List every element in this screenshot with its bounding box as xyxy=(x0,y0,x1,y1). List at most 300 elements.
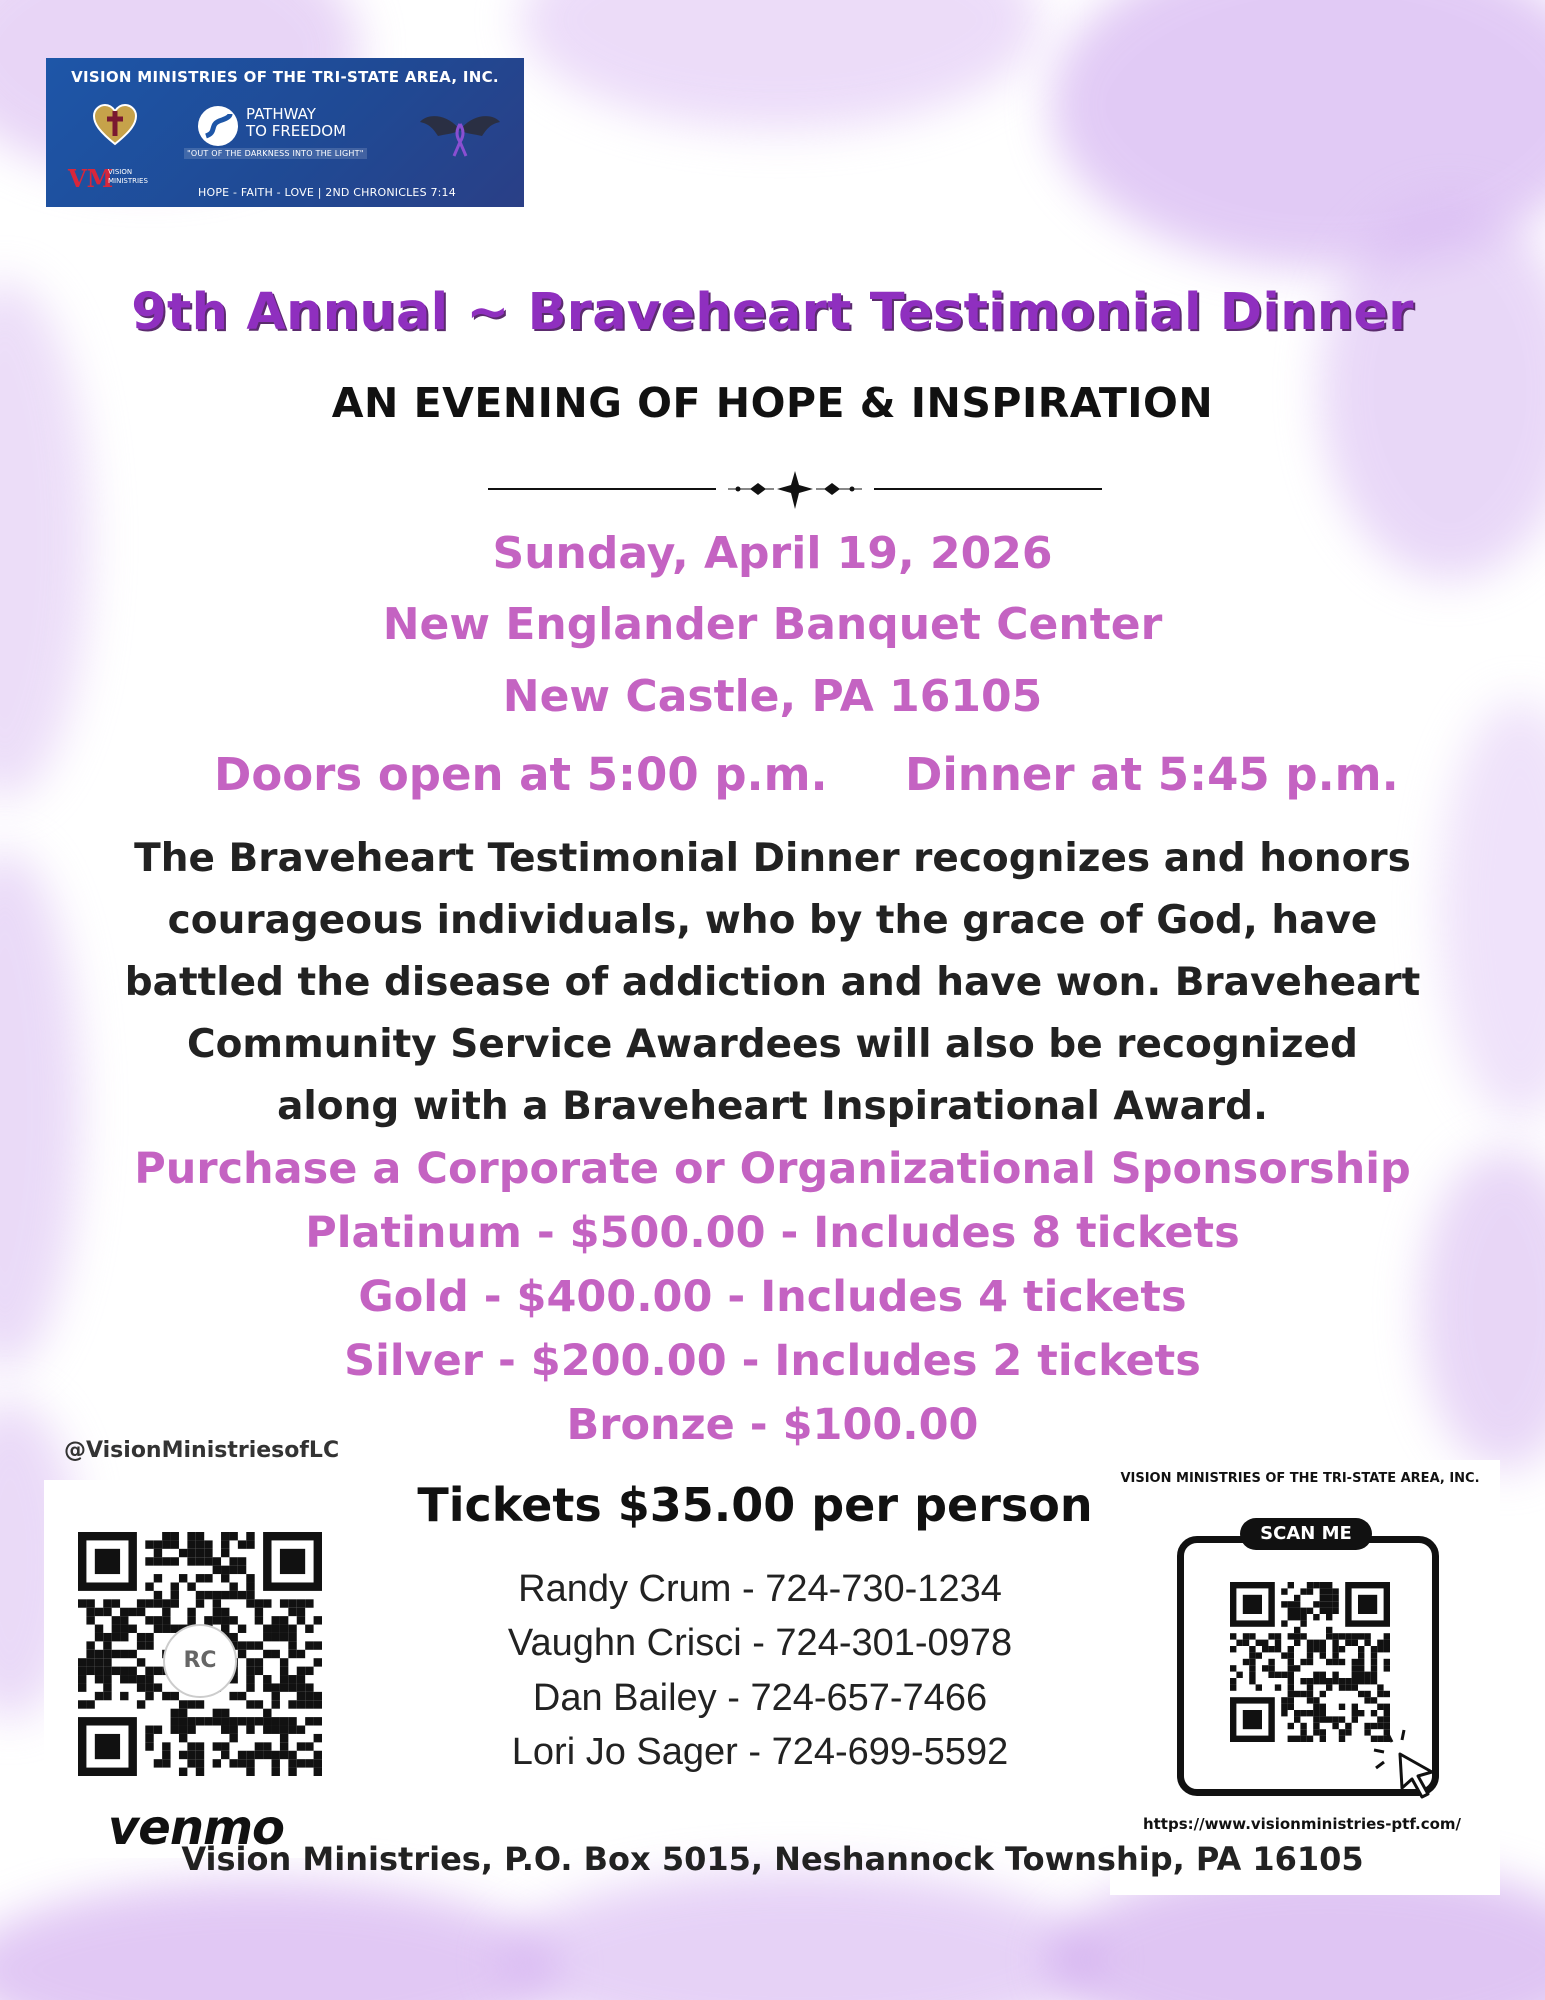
qr-module xyxy=(1332,1672,1338,1678)
qr-module xyxy=(1364,1633,1370,1639)
qr-module xyxy=(1294,1608,1300,1614)
qr-module xyxy=(1326,1716,1332,1722)
qr-module xyxy=(154,1540,162,1548)
qr-module xyxy=(1326,1627,1332,1633)
qr-module xyxy=(1243,1640,1249,1646)
qr-module xyxy=(1377,1691,1383,1697)
vm-logo-text-line1: VISION xyxy=(108,168,133,176)
qr-module xyxy=(1294,1640,1300,1646)
qr-module xyxy=(229,1532,237,1540)
qr-module xyxy=(1249,1633,1255,1639)
qr-module xyxy=(1384,1665,1390,1671)
qr-module xyxy=(1300,1633,1306,1639)
qr-module xyxy=(1275,1646,1281,1652)
qr-module xyxy=(187,1557,195,1565)
qr-module xyxy=(1307,1608,1313,1614)
qr-module xyxy=(1288,1665,1294,1671)
qr-module xyxy=(1313,1723,1319,1729)
qr-module xyxy=(1230,1665,1236,1671)
qr-module xyxy=(1326,1588,1332,1594)
qr-module xyxy=(1313,1697,1319,1703)
qr-module xyxy=(204,1549,212,1557)
description-line: battled the disease of addiction and have won. Braveheart xyxy=(124,960,1421,1005)
qr-module xyxy=(1275,1672,1281,1678)
qr-module xyxy=(1288,1633,1294,1639)
qr-module xyxy=(1326,1633,1332,1639)
qr-module xyxy=(1256,1684,1262,1690)
qr-module xyxy=(187,1532,195,1540)
qr-module xyxy=(1300,1678,1306,1684)
contact-line: Lori Jo Sager - 724-699-5592 xyxy=(511,1731,1009,1773)
qr-module xyxy=(1339,1684,1345,1690)
mailing-address: Vision Ministries, P.O. Box 5015, Neshannock Township, PA 16105 xyxy=(181,1840,1364,1878)
qr-module xyxy=(1332,1588,1338,1594)
qr-module xyxy=(1326,1595,1332,1601)
qr-module xyxy=(78,1667,86,1675)
sponsorship-tier-platinum: Platinum - $500.00 - Includes 8 tickets xyxy=(305,1208,1240,1258)
qr-module xyxy=(1268,1646,1274,1652)
qr-module xyxy=(1307,1646,1313,1652)
qr-module xyxy=(1358,1633,1364,1639)
qr-module xyxy=(1320,1678,1326,1684)
qr-module xyxy=(1352,1665,1358,1671)
qr-module xyxy=(1288,1659,1294,1665)
qr-module xyxy=(1313,1678,1319,1684)
qr-module xyxy=(1262,1640,1268,1646)
sponsorship-heading: Purchase a Corporate or Organizational Sponsorship xyxy=(134,1144,1411,1194)
qr-module xyxy=(1307,1659,1313,1665)
qr-module xyxy=(1313,1582,1319,1588)
qr-module xyxy=(1313,1601,1319,1607)
qr-module xyxy=(1320,1595,1326,1601)
venmo-handle: @VisionMinistriesofLC xyxy=(64,1438,340,1463)
qr-module xyxy=(145,1557,153,1565)
qr-module xyxy=(1243,1633,1249,1639)
qr-module xyxy=(1364,1640,1370,1646)
qr-module xyxy=(1294,1691,1300,1697)
qr-module xyxy=(246,1540,254,1548)
qr-module xyxy=(1307,1678,1313,1684)
qr-module xyxy=(1243,1659,1249,1665)
qr-finder-square xyxy=(1243,1595,1262,1614)
heart-cross-icon xyxy=(92,102,138,148)
ministry-banner xyxy=(46,58,524,207)
qr-module xyxy=(1300,1588,1306,1594)
pointer-cursor-icon xyxy=(1370,1728,1450,1808)
qr-module xyxy=(1364,1678,1370,1684)
qr-module xyxy=(1345,1633,1351,1639)
sponsorship-tier-gold: Gold - $400.00 - Includes 4 tickets xyxy=(358,1272,1187,1322)
vm-logo-letters: VM xyxy=(68,164,114,193)
qr-module xyxy=(1371,1665,1377,1671)
qr-module xyxy=(1249,1646,1255,1652)
qr-module xyxy=(1262,1665,1268,1671)
qr-module xyxy=(1288,1652,1294,1658)
qr-module xyxy=(1300,1691,1306,1697)
qr-module xyxy=(1326,1601,1332,1607)
qr-module xyxy=(213,1557,221,1565)
qr-module xyxy=(154,1667,162,1675)
qr-finder-square xyxy=(1243,1710,1262,1729)
qr-module xyxy=(1326,1678,1332,1684)
qr-module xyxy=(1364,1691,1370,1697)
qr-module xyxy=(229,1557,237,1565)
qr-module xyxy=(1288,1608,1294,1614)
qr-module xyxy=(1256,1640,1262,1646)
qr-module xyxy=(1384,1633,1390,1639)
qr-module xyxy=(1358,1665,1364,1671)
qr-module xyxy=(238,1540,246,1548)
qr-module xyxy=(1307,1697,1313,1703)
qr-module xyxy=(1320,1691,1326,1697)
description-line: Community Service Awardees will also be recognized xyxy=(187,1022,1358,1067)
qr-module xyxy=(1320,1672,1326,1678)
qr-module xyxy=(1326,1582,1332,1588)
qr-module xyxy=(1249,1652,1255,1658)
qr-module xyxy=(1320,1582,1326,1588)
qr-module xyxy=(1371,1710,1377,1716)
qr-module xyxy=(154,1557,162,1565)
qr-module xyxy=(1352,1633,1358,1639)
qr-module xyxy=(1249,1672,1255,1678)
pathway-subtitle: "OUT OF THE DARKNESS INTO THE LIGHT" xyxy=(184,148,367,159)
qr-module xyxy=(1307,1710,1313,1716)
qr-module xyxy=(1288,1678,1294,1684)
qr-module xyxy=(1384,1659,1390,1665)
qr-module xyxy=(1294,1614,1300,1620)
qr-module xyxy=(1262,1646,1268,1652)
qr-module xyxy=(1384,1710,1390,1716)
qr-module xyxy=(1307,1640,1313,1646)
qr-module xyxy=(1307,1652,1313,1658)
qr-module xyxy=(128,1667,136,1675)
qr-module xyxy=(196,1540,204,1548)
qr-module xyxy=(1288,1736,1294,1742)
qr-module xyxy=(1300,1736,1306,1742)
qr-module xyxy=(1358,1710,1364,1716)
qr-module xyxy=(1268,1665,1274,1671)
qr-module xyxy=(1313,1729,1319,1735)
qr-module xyxy=(1281,1697,1287,1703)
qr-module xyxy=(1345,1723,1351,1729)
qr-module xyxy=(1300,1723,1306,1729)
qr-module xyxy=(1288,1697,1294,1703)
qr-org-name: VISION MINISTRIES OF THE TRI-STATE AREA, INC. xyxy=(1120,1471,1480,1486)
qr-module xyxy=(1339,1736,1345,1742)
qr-module xyxy=(1281,1588,1287,1594)
ornamental-divider xyxy=(488,469,1102,517)
qr-module xyxy=(1313,1704,1319,1710)
qr-module xyxy=(1313,1640,1319,1646)
qr-module xyxy=(1352,1716,1358,1722)
qr-module xyxy=(1281,1672,1287,1678)
qr-module xyxy=(1332,1640,1338,1646)
qr-module xyxy=(246,1667,254,1675)
qr-module xyxy=(162,1540,170,1548)
qr-module xyxy=(1275,1684,1281,1690)
qr-module xyxy=(1358,1652,1364,1658)
venmo-logo: venmo xyxy=(108,1800,285,1856)
qr-module xyxy=(1384,1704,1390,1710)
qr-module xyxy=(1371,1678,1377,1684)
qr-module xyxy=(280,1667,288,1675)
qr-module xyxy=(1326,1659,1332,1665)
qr-module xyxy=(1281,1620,1287,1626)
qr-module xyxy=(196,1549,204,1557)
qr-module xyxy=(1332,1652,1338,1658)
qr-module xyxy=(305,1667,313,1675)
qr-module xyxy=(297,1667,305,1675)
contact-line: Randy Crum - 724-730-1234 xyxy=(518,1568,1002,1610)
contact-line: Vaughn Crisci - 724-301-0978 xyxy=(507,1622,1013,1664)
qr-module xyxy=(1307,1582,1313,1588)
qr-module xyxy=(1352,1672,1358,1678)
qr-module xyxy=(1358,1672,1364,1678)
qr-module xyxy=(1371,1652,1377,1658)
pathway-road-icon xyxy=(196,104,240,148)
event-title: 9th Annual ~ Braveheart Testimonial Dinner xyxy=(131,283,1414,342)
website-qr-code[interactable] xyxy=(1230,1582,1390,1742)
qr-module xyxy=(1371,1672,1377,1678)
qr-module xyxy=(187,1549,195,1557)
qr-module xyxy=(1294,1601,1300,1607)
qr-module xyxy=(1377,1640,1383,1646)
qr-module xyxy=(1281,1601,1287,1607)
qr-module xyxy=(1268,1633,1274,1639)
qr-module xyxy=(187,1540,195,1548)
doors-open-time: Doors open at 5:00 p.m. xyxy=(214,748,828,801)
qr-module xyxy=(1294,1627,1300,1633)
qr-module xyxy=(1339,1704,1345,1710)
qr-module xyxy=(204,1557,212,1565)
qr-module xyxy=(1339,1646,1345,1652)
venmo-avatar-initials: RC xyxy=(163,1624,237,1698)
qr-module xyxy=(1313,1710,1319,1716)
qr-module xyxy=(1352,1710,1358,1716)
qr-module xyxy=(1326,1608,1332,1614)
event-date: Sunday, April 19, 2026 xyxy=(492,528,1053,579)
qr-module xyxy=(1307,1691,1313,1697)
qr-module xyxy=(1313,1672,1319,1678)
qr-module xyxy=(1332,1601,1338,1607)
qr-module xyxy=(171,1557,179,1565)
qr-module xyxy=(1230,1633,1236,1639)
qr-module xyxy=(1236,1640,1242,1646)
qr-module xyxy=(1320,1736,1326,1742)
angel-wings-ribbon-icon xyxy=(416,100,504,162)
qr-module xyxy=(95,1667,103,1675)
qr-module xyxy=(1281,1704,1287,1710)
qr-module xyxy=(196,1532,204,1540)
qr-module xyxy=(1371,1646,1377,1652)
qr-module xyxy=(221,1540,229,1548)
qr-module xyxy=(1294,1710,1300,1716)
qr-module xyxy=(1300,1620,1306,1626)
qr-module xyxy=(145,1540,153,1548)
qr-module xyxy=(1281,1710,1287,1716)
qr-module xyxy=(86,1667,94,1675)
qr-module xyxy=(1307,1588,1313,1594)
qr-module xyxy=(171,1532,179,1540)
sponsorship-tier-silver: Silver - $200.00 - Includes 2 tickets xyxy=(344,1336,1201,1386)
qr-module xyxy=(1332,1608,1338,1614)
qr-module xyxy=(1371,1697,1377,1703)
event-subtitle: AN EVENING OF HOPE & INSPIRATION xyxy=(331,379,1214,427)
qr-module xyxy=(238,1557,246,1565)
pathway-logo-text xyxy=(246,106,346,140)
qr-module xyxy=(1352,1704,1358,1710)
qr-module xyxy=(120,1667,128,1675)
qr-module xyxy=(1249,1659,1255,1665)
description-line: along with a Braveheart Inspirational Award. xyxy=(277,1084,1268,1129)
pathway-line1: PATHWAY xyxy=(246,105,316,123)
qr-module xyxy=(1288,1646,1294,1652)
qr-module xyxy=(1339,1729,1345,1735)
qr-module xyxy=(1339,1716,1345,1722)
qr-module xyxy=(1288,1704,1294,1710)
qr-module xyxy=(1377,1646,1383,1652)
qr-module xyxy=(1320,1704,1326,1710)
qr-module xyxy=(1281,1652,1287,1658)
sponsorship-tier-bronze: Bronze - $100.00 xyxy=(566,1400,979,1450)
pathway-line2: TO FREEDOM xyxy=(246,122,347,140)
qr-module xyxy=(1384,1640,1390,1646)
qr-module xyxy=(1294,1665,1300,1671)
qr-module xyxy=(1358,1678,1364,1684)
qr-module xyxy=(1320,1640,1326,1646)
dinner-time: Dinner at 5:45 p.m. xyxy=(905,748,1399,801)
qr-module xyxy=(1268,1659,1274,1665)
qr-module xyxy=(1345,1684,1351,1690)
qr-module xyxy=(1332,1595,1338,1601)
qr-module xyxy=(1256,1652,1262,1658)
qr-module xyxy=(1358,1691,1364,1697)
qr-module xyxy=(1288,1614,1294,1620)
description-line: The Braveheart Testimonial Dinner recognizes and honors xyxy=(134,836,1411,881)
qr-module xyxy=(1294,1595,1300,1601)
qr-module xyxy=(1320,1601,1326,1607)
qr-module xyxy=(1288,1601,1294,1607)
qr-module xyxy=(154,1549,162,1557)
qr-module xyxy=(1307,1736,1313,1742)
qr-module xyxy=(1332,1633,1338,1639)
banner-org-name: VISION MINISTRIES OF THE TRI-STATE AREA, INC. xyxy=(71,68,499,86)
qr-module xyxy=(1339,1659,1345,1665)
qr-module xyxy=(1294,1633,1300,1639)
qr-module xyxy=(1320,1588,1326,1594)
qr-module xyxy=(1249,1665,1255,1671)
qr-module xyxy=(1320,1646,1326,1652)
qr-module xyxy=(162,1557,170,1565)
qr-module xyxy=(246,1532,254,1540)
qr-module xyxy=(1236,1672,1242,1678)
event-description xyxy=(100,828,1445,1138)
qr-module xyxy=(1332,1646,1338,1652)
qr-module xyxy=(1320,1608,1326,1614)
qr-module xyxy=(1332,1678,1338,1684)
qr-module xyxy=(1294,1716,1300,1722)
qr-module xyxy=(1288,1684,1294,1690)
website-url[interactable]: https://www.visionministries-ptf.com/ xyxy=(1142,1815,1462,1833)
qr-module xyxy=(1320,1729,1326,1735)
qr-module xyxy=(1230,1684,1236,1690)
qr-module xyxy=(112,1667,120,1675)
qr-module xyxy=(1384,1646,1390,1652)
qr-module xyxy=(1300,1659,1306,1665)
qr-module xyxy=(1339,1633,1345,1639)
ticket-price: Tickets $35.00 per person xyxy=(417,1478,1093,1532)
qr-module xyxy=(1313,1614,1319,1620)
qr-module xyxy=(1288,1723,1294,1729)
qr-module xyxy=(196,1557,204,1565)
qr-module xyxy=(1300,1614,1306,1620)
qr-module xyxy=(1275,1640,1281,1646)
qr-module xyxy=(1345,1678,1351,1684)
qr-module xyxy=(1364,1697,1370,1703)
scan-me-label: SCAN ME xyxy=(1240,1518,1372,1550)
qr-module xyxy=(1288,1672,1294,1678)
qr-module xyxy=(1377,1704,1383,1710)
qr-module xyxy=(179,1549,187,1557)
qr-module xyxy=(221,1549,229,1557)
qr-module xyxy=(1230,1678,1236,1684)
qr-module xyxy=(1288,1691,1294,1697)
qr-module xyxy=(1320,1652,1326,1658)
qr-module xyxy=(1352,1640,1358,1646)
qr-module xyxy=(1300,1710,1306,1716)
qr-module xyxy=(1358,1646,1364,1652)
qr-module xyxy=(1384,1716,1390,1722)
qr-module xyxy=(1345,1640,1351,1646)
qr-module xyxy=(1377,1684,1383,1690)
qr-finder-square xyxy=(1358,1595,1377,1614)
qr-module xyxy=(1294,1736,1300,1742)
qr-module xyxy=(1307,1684,1313,1690)
qr-module xyxy=(1313,1646,1319,1652)
qr-module xyxy=(1371,1659,1377,1665)
qr-module xyxy=(1300,1608,1306,1614)
qr-module xyxy=(1377,1716,1383,1722)
qr-module xyxy=(171,1540,179,1548)
qr-module xyxy=(103,1667,111,1675)
vm-logo-text-line2: MINISTRIES xyxy=(108,177,148,185)
qr-module xyxy=(1320,1710,1326,1716)
qr-module xyxy=(1268,1672,1274,1678)
qr-module xyxy=(1288,1582,1294,1588)
qr-module xyxy=(1352,1678,1358,1684)
qr-module xyxy=(1352,1684,1358,1690)
qr-module xyxy=(1313,1716,1319,1722)
event-venue: New Englander Banquet Center xyxy=(382,599,1163,650)
qr-module xyxy=(1320,1716,1326,1722)
qr-module xyxy=(1345,1729,1351,1735)
qr-module xyxy=(255,1667,263,1675)
qr-module xyxy=(1326,1614,1332,1620)
description-line: courageous individuals, who by the grace of God, have xyxy=(167,898,1378,943)
contact-line: Dan Bailey - 724-657-7466 xyxy=(532,1677,988,1719)
qr-module xyxy=(204,1540,212,1548)
qr-module xyxy=(162,1532,170,1540)
qr-module xyxy=(1358,1659,1364,1665)
qr-module xyxy=(1384,1691,1390,1697)
qr-module xyxy=(1326,1684,1332,1690)
qr-module xyxy=(1364,1672,1370,1678)
qr-module xyxy=(1339,1678,1345,1684)
qr-module xyxy=(1332,1659,1338,1665)
qr-module xyxy=(1275,1633,1281,1639)
vm-logo-text xyxy=(108,168,148,186)
qr-module xyxy=(221,1532,229,1540)
